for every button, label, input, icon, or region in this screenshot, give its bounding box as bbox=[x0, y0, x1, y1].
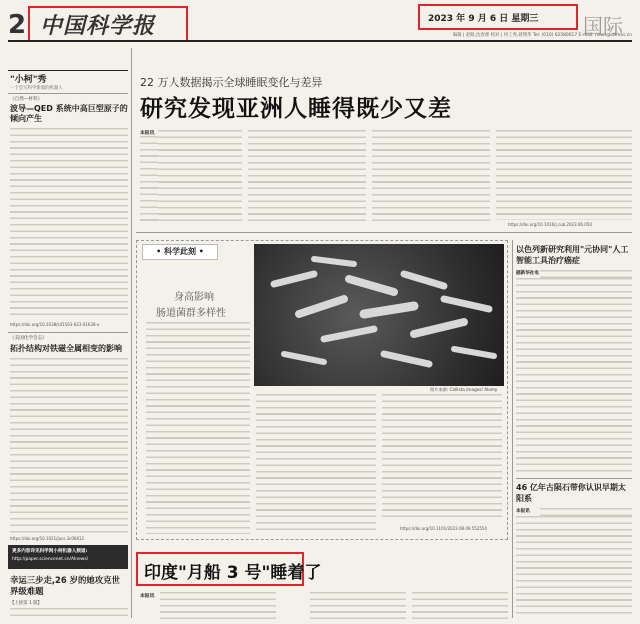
lead-body-col3 bbox=[372, 130, 490, 224]
lead-body-col1 bbox=[158, 130, 242, 224]
lead-headline: 研究发现亚洲人睡得既少又差 bbox=[140, 96, 452, 122]
lead-body-col4 bbox=[496, 130, 632, 220]
bottom-body-col1 bbox=[160, 592, 276, 620]
right-story2-body bbox=[540, 508, 632, 516]
sciencenet-banner[interactable] bbox=[8, 545, 128, 569]
feature-subtitle: 一个会写科学新闻的机器人 bbox=[10, 86, 63, 91]
issue-date: 2023 年 9 月 6 日 星期三 bbox=[428, 14, 539, 24]
bottom-body-col2 bbox=[310, 592, 406, 620]
right-story1-title: 以色列新研究利用"元协同"人工智能工具治疗癌症 bbox=[516, 245, 629, 265]
right-story-divider bbox=[516, 478, 632, 479]
item1-title: 波导—QED 系统中高巨型原子的倾向产生 bbox=[10, 104, 128, 123]
right-story2-title: 46 亿年古陨石带你认识早期太阳系 bbox=[516, 483, 626, 503]
item1-body bbox=[10, 128, 128, 318]
item2-tag: 《美国化学会志》 bbox=[10, 336, 47, 341]
item3-body bbox=[10, 608, 128, 620]
bacteria-photo bbox=[254, 244, 504, 386]
item3-tag: 【上接第 1 版】 bbox=[10, 601, 42, 606]
item2-doi: https://doi.org/10.1021/jacs.3c06612 bbox=[10, 536, 85, 541]
section-name: 国际 bbox=[583, 14, 623, 38]
item2-body bbox=[10, 358, 128, 534]
bottom-body-col3 bbox=[412, 592, 508, 620]
banner-label: 更多内容详见科学网小柯机器人频道: bbox=[12, 549, 88, 554]
right-story1-body2 bbox=[516, 278, 632, 474]
science-title-line1: 身高影响 bbox=[174, 292, 214, 303]
item1-doi: https://doi.org/10.1038/s41563-023-01628-x bbox=[10, 322, 100, 327]
lead-body-col2 bbox=[248, 130, 366, 224]
right-story1-body bbox=[540, 270, 632, 278]
bacteria-image bbox=[254, 244, 504, 386]
science-body-col3 bbox=[382, 394, 502, 522]
masthead-title: 中国科学报 bbox=[40, 13, 156, 39]
lead-doi: https://doi.org/10.1016/j.cub.2023.06.050 bbox=[508, 222, 592, 227]
header-rule bbox=[8, 40, 632, 42]
science-doi: https://doi.org/10.1101/2023.08.09.552554 bbox=[400, 526, 487, 531]
lead-bottom-rule bbox=[136, 232, 632, 233]
feature-title: "小柯"秀 bbox=[10, 75, 47, 85]
lead-kicker: 22 万人数据揭示全球睡眠变化与差异 bbox=[140, 76, 323, 89]
bottom-headline: 印度"月船 3 号"睡着了 bbox=[144, 563, 322, 583]
science-label bbox=[142, 244, 218, 260]
page-number: 2 bbox=[8, 10, 27, 40]
left-column bbox=[8, 48, 128, 618]
item2-divider bbox=[8, 332, 128, 333]
science-title-line2: 肠道菌群多样性 bbox=[156, 308, 226, 319]
photo-credit: 图片来源: Callista Images/ Alamy bbox=[430, 387, 498, 392]
left-column-divider bbox=[131, 48, 132, 618]
science-body-col2 bbox=[256, 394, 376, 534]
right-story1-byline: 据新华社电 bbox=[516, 271, 539, 276]
lead-body-col1b bbox=[140, 136, 158, 224]
right-story2-body2 bbox=[516, 516, 632, 618]
lead-byline: 本报讯 bbox=[140, 131, 155, 136]
right-column-divider bbox=[512, 240, 513, 618]
item3-title: 幸运三步走,26 岁的她攻克世界级难题 bbox=[10, 575, 120, 596]
science-body-col1 bbox=[146, 322, 250, 534]
feature-rule bbox=[8, 70, 128, 71]
item2-title: 拓扑结构对铁磁全属相变的影响 bbox=[10, 344, 122, 353]
right-story2-byline: 本报讯 bbox=[516, 509, 530, 514]
staff-line: 编辑 | 赵路,沈春蕾 校对 | 何工秀,聂翔华 Tel: (010) 62580617 E-mail: news@stimes.cn bbox=[452, 33, 632, 38]
feature-divider bbox=[8, 93, 128, 94]
banner-url[interactable]: http://paper.sciencenet.cn/AInews/ bbox=[12, 557, 89, 562]
bottom-byline: 本报讯 bbox=[140, 594, 155, 599]
item1-tag: 《自然—材料》 bbox=[10, 97, 43, 102]
science-label-text: • 科学此刻 • bbox=[156, 247, 204, 256]
